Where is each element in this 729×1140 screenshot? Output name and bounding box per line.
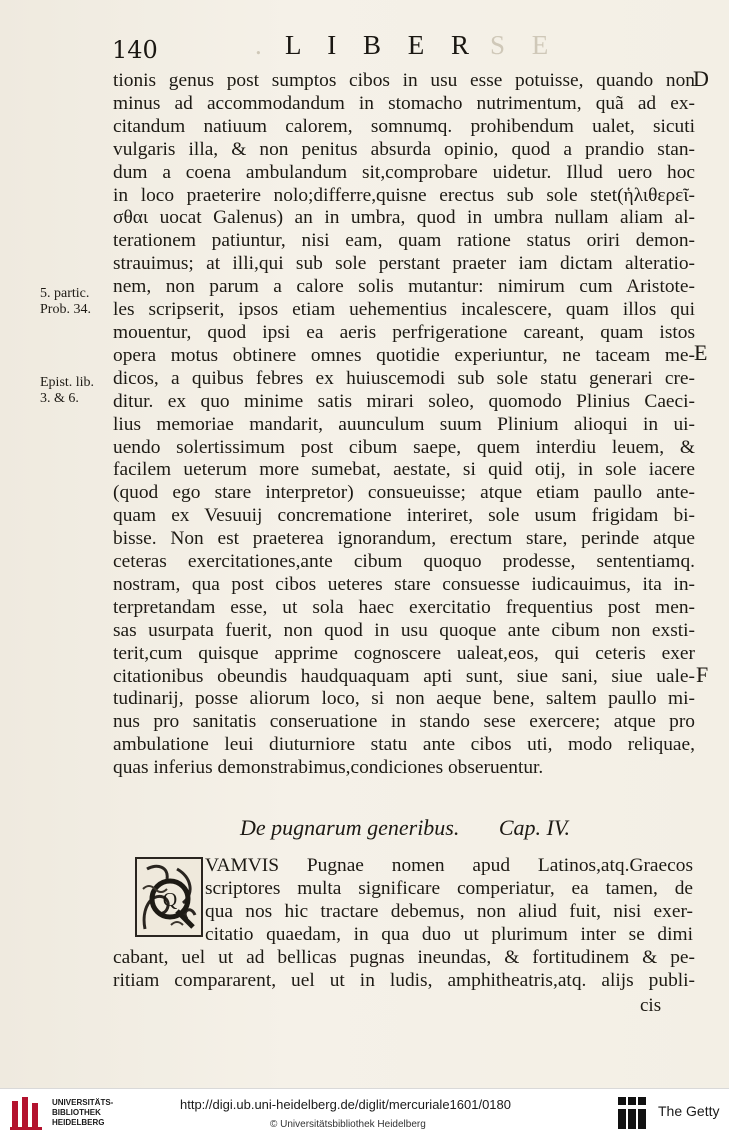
text-line: nostram, qua post cibos ueteres stare consuesse iudicauimus, ita in- — [113, 573, 695, 595]
ornamental-initial-icon — [137, 859, 201, 935]
text-line: citandum natiuum calorem, somnumq. prohibendum ualet, sicuti — [113, 115, 695, 137]
text-line: citationibus obeundis haudquaquam apti sunt, siue sani, siue uale- — [113, 665, 695, 687]
main-text-block — [113, 70, 695, 780]
text-line: uendo solertissimum post cibum saepe, quem interdiu leuem, & — [113, 436, 695, 458]
text-line: les scripserit, ipsos etiam uehementius incalescere, quam illos qui — [113, 299, 695, 321]
text-line: nem, non parum a calore solis mutantur: nimirum cum Aristote- — [113, 276, 695, 298]
margin-letter-f: F — [696, 662, 709, 687]
margin-reference-2a: Epist. lib. — [40, 375, 95, 390]
text-line: terit,cum quisque apprime cognoscere ualeat,eos, qui ceteris exer — [113, 642, 695, 664]
chapter-number: Cap. IV. — [498, 815, 570, 840]
chapter-continuation-lines — [113, 947, 695, 993]
bleed-through-left: . — [255, 30, 262, 60]
text-line: facilem ueterum more sumebat, aestate, si quid otij, in sole iacere — [113, 459, 695, 481]
text-line: lius memoriae mandarit, auunculum suum Plinium alioqui in ui- — [113, 413, 695, 435]
footer-bar — [0, 1088, 729, 1140]
page-number: 140 — [112, 36, 158, 64]
getty-logo-icon — [616, 1095, 650, 1133]
text-line: ceteras exercitationes,ante cibum quoquo prodesse, sententiamq. — [113, 551, 695, 573]
text-line: strauimus; at illi,qui sub sole perstant praeter iam dictam alteratio- — [113, 253, 695, 275]
university-library-logo-icon — [8, 1095, 48, 1133]
margin-reference-1b: Prob. 34. — [40, 302, 91, 317]
text-line: (quod ego stare interpretor) consueuisse; atque etiam paullo ante- — [113, 482, 695, 504]
margin-reference-1a: 5. partic. — [40, 286, 90, 301]
text-line: cabant, uel ut ad bellicas pugnas ineundas, & fortitudinem & pe- — [113, 947, 695, 968]
text-line: dum a coena ambulandum sit,comprobare uidetur. Illud uero hoc — [113, 161, 695, 183]
svg-text:Q: Q — [162, 889, 178, 911]
text-line: dicos, a quibus febres ex huiuscemodi sub sole statu generari cre- — [113, 367, 695, 389]
text-line: tudinarij, posse aliorum loco, si non aeque bene, saltem paullo mi- — [113, 688, 695, 710]
text-line: opera motus obtinere omnes quotidie experiuntur, ne taceam me- — [113, 344, 695, 366]
text-line: σθαι uocat Galenus) an in umbra, quod in umbra nullam aliam al- — [113, 207, 695, 229]
text-line: quam ex Vesuuij concrematione interiret, sole usum frigidam bi- — [113, 505, 695, 527]
permalink-url[interactable]: http://digi.ub.uni-heidelberg.de/diglit/mercuriale1601/0180 — [180, 1097, 511, 1112]
partner-name: The Getty — [658, 1103, 720, 1119]
text-line: mouentur, quod ipsi ea aeris perfrigeratione careant, quam istos — [113, 321, 695, 343]
text-line: sas usurpata fuerit, non quod in usu quoque ante cibum non exsti- — [113, 619, 695, 641]
text-line: ritiam compararent, uel ut in ludis, amphitheatris,atq. alijs publi- — [113, 969, 695, 991]
text-line: quas inferius demonstrabimus,condiciones obseruentur. — [113, 757, 544, 779]
text-line: terpretandam esse, ut sola haec exercitatio frequentius post men- — [113, 596, 695, 618]
text-line: bisse. Non est praeterea ignorandum, erectum stare, perinde atque — [113, 528, 695, 550]
text-line: nus pro sanitatis conseruatione in stando sese exercere; atque pro — [113, 711, 695, 733]
bleed-through-text: S E — [490, 30, 559, 60]
text-line: minus ad accommodandum in stomacho nutrimentum, quã ad ex- — [113, 92, 695, 114]
text-line: vulgaris illa, & non penitus absurda opinio, quod a prandio stan- — [113, 138, 695, 160]
text-line: tionis genus post sumptos cibos in usu esse potuisse, quando non — [113, 70, 695, 91]
text-line: in loco praeterire nolo;differre,quisne erectus sub sole stet(ἡλιθερεῖ- — [113, 184, 695, 206]
margin-letter-e: E — [694, 340, 708, 365]
text-line: terationem patiuntur, nisi eam, quam ratione status oriri demon- — [113, 230, 695, 252]
margin-letter-d: D — [693, 66, 709, 91]
catchword: cis — [640, 995, 662, 1016]
decorated-initial — [135, 857, 203, 937]
chapter-heading — [240, 815, 600, 841]
text-line: ditur. ex quo minime satis mirari soleo, quomodo Plinius Caeci- — [113, 390, 695, 412]
text-line: scriptores multa significare comperiatur, ea tamen, de — [205, 877, 693, 899]
running-title: L I B E R — [285, 30, 479, 60]
margin-reference-2b: 3. & 6. — [40, 391, 79, 406]
copyright-notice: © Universitätsbibliothek Heidelberg — [270, 1119, 426, 1130]
text-line: citatio quaedam, in qua duo ut plurimum inter se dimi — [205, 923, 693, 945]
text-line: qua nos hic tractare debemus, non aliud fuit, nisi exer- — [205, 900, 693, 922]
text-line: VAMVIS Pugnae nomen apud Latinos,atq.Graecos — [205, 855, 693, 876]
text-line: ambulatione leui diuturniore statu ante cibos uti, modo reliquae, — [113, 734, 695, 756]
chapter-opening-lines — [205, 855, 693, 947]
chapter-title: De pugnarum generibus. — [240, 815, 460, 840]
library-name: UNIVERSITÄTS- BIBLIOTHEK HEIDELBERG — [52, 1098, 114, 1127]
